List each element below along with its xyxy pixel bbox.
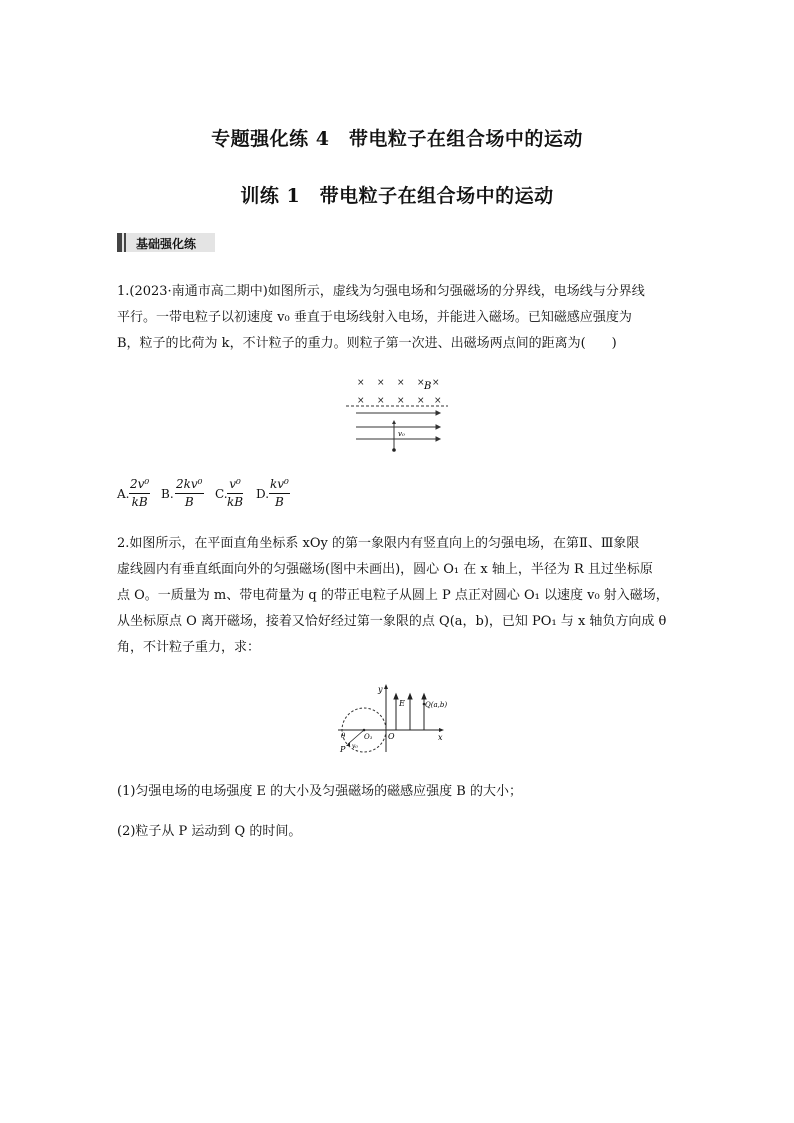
page-title: 专题强化练 4 带电粒子在组合场中的运动 (211, 128, 583, 150)
numerator: v⁰ (227, 476, 243, 494)
option-label: C. (215, 487, 228, 501)
q1-options (117, 476, 417, 512)
denominator: kB (131, 495, 148, 509)
field-label-e: E (399, 699, 405, 708)
q2-line-1: 2.如图所示，在平面直角坐标系 xOy 的第一象限内有竖直向上的匀强电场，在第Ⅱ、Ⅲ象限 (117, 536, 640, 551)
cross-mark: × (417, 378, 425, 388)
cross-mark: × (357, 378, 365, 388)
q2-line-3: 点 O。一质量为 m、带电荷量为 q 的带正电粒子从圆上 P 点正对圆心 O₁ 以速度 v₀ 射入磁场， (117, 588, 669, 603)
x-axis-label: x (438, 733, 443, 742)
q2-subquestion-2: (2)粒子从 P 运动到 Q 的时间。 (117, 824, 302, 839)
numerator: kv⁰ (269, 476, 290, 494)
cross-mark: × (432, 378, 440, 388)
denominator: B (275, 495, 284, 509)
question-2-text (117, 531, 687, 661)
cross-mark: × (357, 396, 365, 406)
option-fraction (175, 476, 204, 511)
cross-mark: × (434, 396, 442, 406)
option-label: D. (256, 487, 270, 501)
point-q-label: Q(a,b) (425, 701, 448, 709)
section-tag (117, 233, 215, 252)
particle-dot (392, 448, 396, 452)
numerator: 2v⁰ (129, 476, 150, 494)
arrow-head (392, 420, 396, 424)
numerator: 2kv⁰ (175, 476, 204, 494)
y-axis-arrow (384, 684, 388, 689)
y-axis-label: y (378, 685, 383, 694)
q1-line-3: B，粒子的比荷为 k，不计粒子的重力。则粒子第一次进、出磁场两点间的距离为( ) (117, 336, 617, 351)
option-label: B. (161, 487, 174, 501)
po1-line (348, 730, 364, 744)
q2-figure (336, 680, 452, 756)
section-tag-label: 基础强化练 (136, 237, 197, 251)
velocity-label: v₀ (398, 430, 405, 438)
q1-figure (340, 372, 460, 456)
q2-line-4: 从坐标原点 O 离开磁场，接着又恰好经过第一象限的点 Q(a，b)，已知 PO₁ 与 x 轴负方向成 θ (117, 614, 667, 629)
cross-mark: × (397, 378, 405, 388)
q1-line-1: 1.(2023·南通市高二期中)如图所示，虚线为匀强电场和匀强磁场的分界线，电场线与分界线 (117, 284, 645, 299)
q2-subquestion-1: (1)匀强电场的电场强度 E 的大小及匀强磁场的磁感应强度 B 的大小； (117, 784, 522, 799)
q1-line-2: 平行。一带电粒子以初速度 v₀ 垂直于电场线射入电场，并能进入磁场。已知磁感应强度为 (117, 310, 632, 325)
option-fraction (269, 476, 290, 511)
option-fraction (227, 476, 243, 511)
angle-theta-label: θ (341, 732, 346, 740)
denominator: kB (227, 495, 244, 509)
cross-mark: × (397, 396, 405, 406)
center-label: O₁ (364, 733, 373, 741)
cross-mark: × (417, 396, 425, 406)
question-1-text (117, 279, 687, 357)
option-fraction (129, 476, 150, 511)
q2-line-5: 角，不计粒子重力，求： (117, 640, 261, 655)
cross-mark: × (377, 396, 385, 406)
origin-label: O (388, 732, 395, 741)
option-label: A. (117, 487, 130, 501)
denominator: B (184, 495, 194, 509)
x-axis-arrow (439, 728, 444, 732)
tag-bar (124, 233, 126, 252)
point-p-label: P (340, 745, 346, 754)
q2-line-2: 虚线圆内有垂直纸面向外的匀强磁场(图中未画出)，圆心 O₁ 在 x 轴上，半径为 R 且过坐标原 (117, 562, 653, 577)
field-label-b: B (424, 381, 432, 392)
page-subtitle: 训练 1 带电粒子在组合场中的运动 (240, 185, 554, 207)
cross-mark: × (377, 378, 385, 388)
velocity-label: v₀ (352, 743, 358, 750)
